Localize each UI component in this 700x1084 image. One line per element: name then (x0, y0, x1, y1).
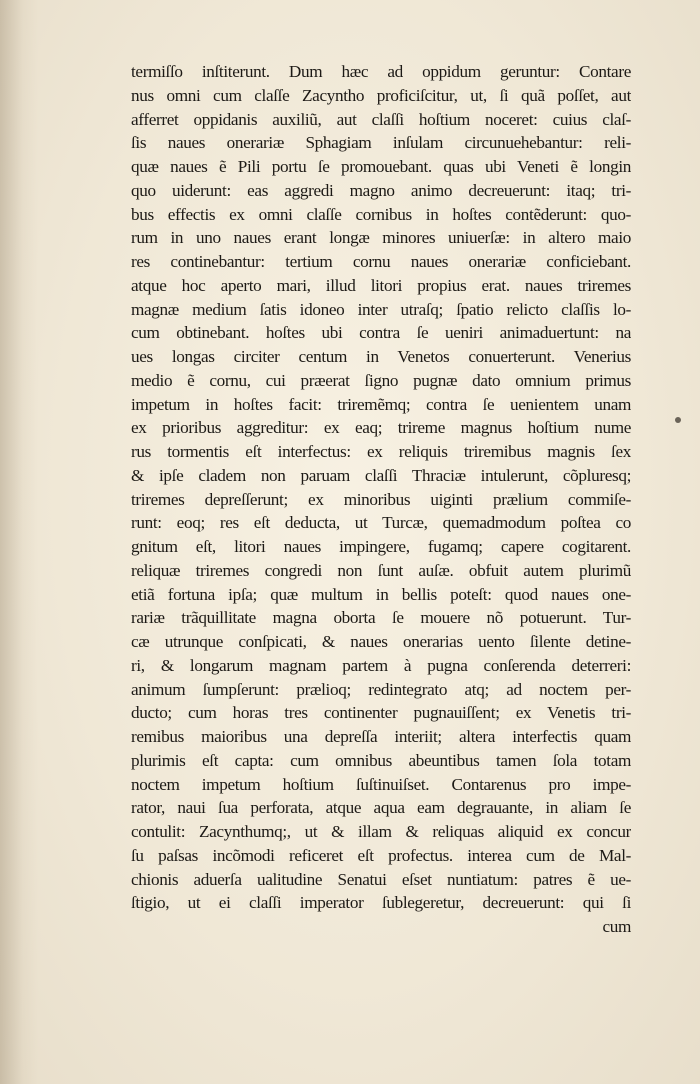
text-line: chionis aduerſa ualitudine Senatui eſset nuntiatum: patres ẽ ue- (131, 869, 631, 889)
text-line: reliquæ triremes congredi non ſunt auſæ. obfuit autem plurimũ (131, 560, 631, 580)
text-line: rum in uno naues erant longæ minores uniuerſæ: in altero maio (131, 228, 631, 248)
text-line: rariæ trãquillitate magna oborta ſe mouere nõ potuerunt. Tur- (131, 608, 631, 628)
text-line: ſtigio, ut ei claſſi imperator ſublegeretur, decreuerunt: qui ſi (131, 893, 631, 913)
text-line: triremes depreſſerunt; ex minoribus uiginti prælium commiſe- (131, 489, 631, 509)
text-line: impetum in hoſtes facit: triremẽmq; contra ſe uenientem unam (131, 394, 631, 414)
binding-gutter-shadow (0, 0, 38, 1084)
catchword: cum (602, 917, 631, 936)
text-line: cæ utrunque conſpicati, & naues onerarias uento ſilente detine- (131, 632, 631, 651)
text-line: plurimis eſt capta: cum omnibus abeuntibus tamen ſola totam (131, 750, 631, 770)
text-line: bus effectis ex omni claſſe cornibus in hoſtes contẽderunt: quo- (131, 204, 631, 224)
body-text (131, 60, 631, 939)
text-line: rus tormentis eſt interfectus: ex reliquis triremibus magnis ſex (131, 442, 631, 461)
text-line: nus omni cum claſſe Zacyntho proficiſcitur, ut, ſi quã poſſet, aut (131, 85, 631, 105)
text-line: contulit: Zacynthumq;, ut & illam & reliquas aliquid ex concur (131, 822, 631, 841)
text-line: etiã fortuna ipſa; quæ multum in bellis poteſt: quod naues one- (131, 584, 631, 604)
text-line: quo uiderunt: eas aggredi magno animo decreuerunt: itaq; tri- (131, 180, 631, 200)
text-line: medio ẽ cornu, cui præerat ſigno pugnæ dato omnium primus (131, 370, 631, 390)
text-line: ſis naues onerariæ Sphagiam inſulam circunuehebantur: reli- (131, 133, 631, 153)
text-line: cum obtinebant. hoſtes ubi contra ſe ueniri animaduertunt: na (131, 323, 631, 343)
text-line: animum ſumpſerunt: prælioq; redintegrato atq; ad noctem per- (131, 679, 631, 699)
text-line: afferret oppidanis auxiliũ, aut claſſi hoſtium noceret: cuius claſ- (131, 109, 631, 129)
text-line: ducto; cum horas tres continenter pugnauiſſent; ex Venetis tri- (131, 703, 631, 723)
text-line: ri, & longarum magnam partem à pugna conſerenda deterreri: (131, 655, 631, 675)
text-line: res continebantur: tertium cornu naues onerariæ conficiebant. (131, 252, 631, 271)
text-line: noctem impetum hoſtium ſuſtinuiſset. Contarenus pro impe- (131, 774, 631, 794)
margin-ink-spot (675, 417, 681, 423)
text-line: rator, naui ſua perforata, atque aqua eam degrauante, in aliam ſe (131, 798, 631, 818)
text-line: ſu paſsas incõmodi reficeret eſt profectus. interea cum de Mal- (131, 845, 631, 865)
text-line: remibus maioribus una depreſſa interiit; altera interfectis quam (131, 727, 631, 746)
text-line: quæ naues ẽ Pili portu ſe promouebant. quas ubi Veneti ẽ longin (131, 157, 631, 176)
text-line: magnæ medium ſatis idoneo inter utraſq; ſpatio relicto claſſis lo- (131, 299, 631, 319)
text-line: ex prioribus aggreditur: ex eaq; trireme magnus hoſtium nume (131, 418, 631, 438)
text-line: ues longas circiter centum in Venetos conuerterunt. Venerius (131, 347, 631, 366)
text-line: atque hoc aperto mari, illud litori propius erat. naues triremes (131, 275, 631, 295)
text-line: runt: eoq; res eſt deducta, ut Turcæ, quemadmodum poſtea co (131, 513, 631, 533)
text-line: & ipſe cladem non paruam claſſi Thraciæ intulerunt, cõpluresq; (131, 465, 631, 485)
text-line: gnitum eſt, litori naues impingere, fugamq; capere cogitarent. (131, 537, 631, 556)
text-line: termiſſo inſtiterunt. Dum hæc ad oppidum geruntur: Contare (131, 62, 631, 81)
